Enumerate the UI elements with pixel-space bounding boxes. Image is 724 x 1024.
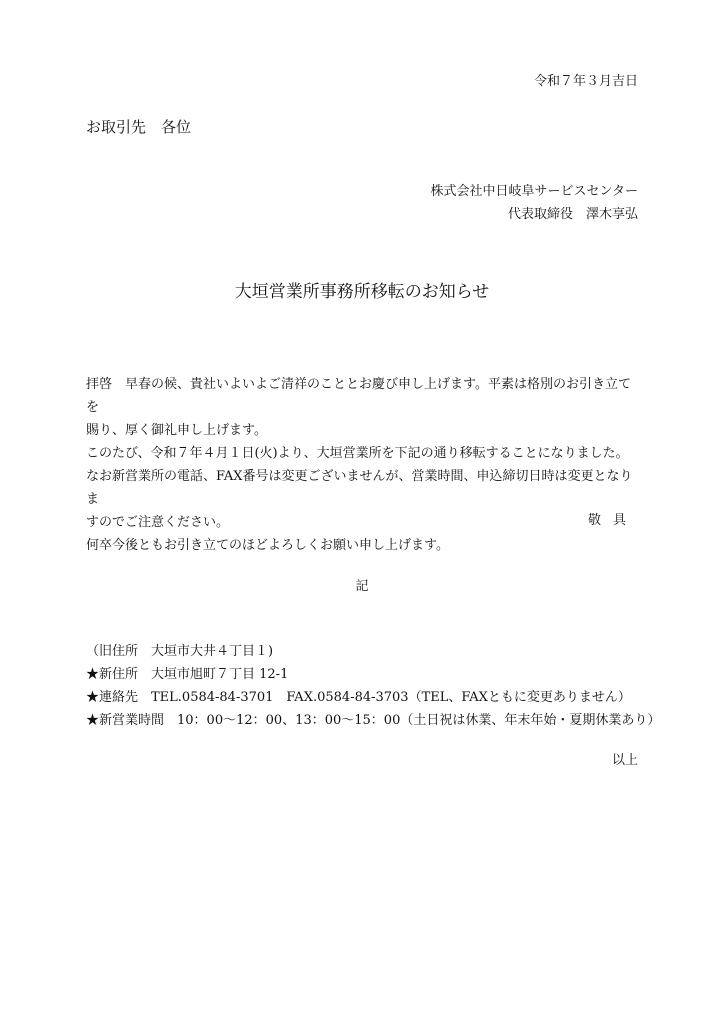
body-line: すのでご注意ください。 [86,515,230,530]
body-line: 何卒今後ともお引き立てのほどよろしくお願い申し上げます。 [86,538,449,553]
document-title: 大垣営業所事務所移転のお知らせ [234,282,490,302]
ki-heading: 記 [355,579,369,594]
list-item: ★連絡先 TEL.0584-84-3701 FAX.0584-84-3703（TEL、FAXともに変更ありません） [86,690,631,705]
list-item: ★新営業時間 10：00～12：00、13：00～15：00（土日祝は休業、年末年始・夏期休業あり） [86,713,661,728]
representative: 代表取締役 澤木享弘 [507,207,638,222]
list-item: ★新住所 大垣市旭町７丁目 12-1 [86,667,289,682]
details-list [86,640,660,732]
company-name: 株式会社中日岐阜サービスセンター [430,184,638,199]
closing-keigu: 敬具 [587,513,638,528]
body-line: 賜り、厚く御礼申し上げます。 [86,423,267,438]
body-line: 拝啓 早春の候、貴社いよいよご清祥のこととお慶び申し上げます。平素は格別のお引き立てを [86,377,631,415]
body-line: なお新営業所の電話、FAX番号は変更ございませんが、営業時間、申込締切日時は変更となりま [86,469,633,507]
letter-body [86,373,642,557]
issue-date: 令和７年３月吉日 [533,74,638,89]
addressee: お取引先 各位 [86,118,192,136]
end-mark: 以上 [611,753,638,768]
list-item: （旧住所 大垣市大井４丁目１) [86,644,274,659]
body-line: このたび、令和７年４月１日(火)より、大垣営業所を下記の通り移転することになりました。 [86,446,629,461]
